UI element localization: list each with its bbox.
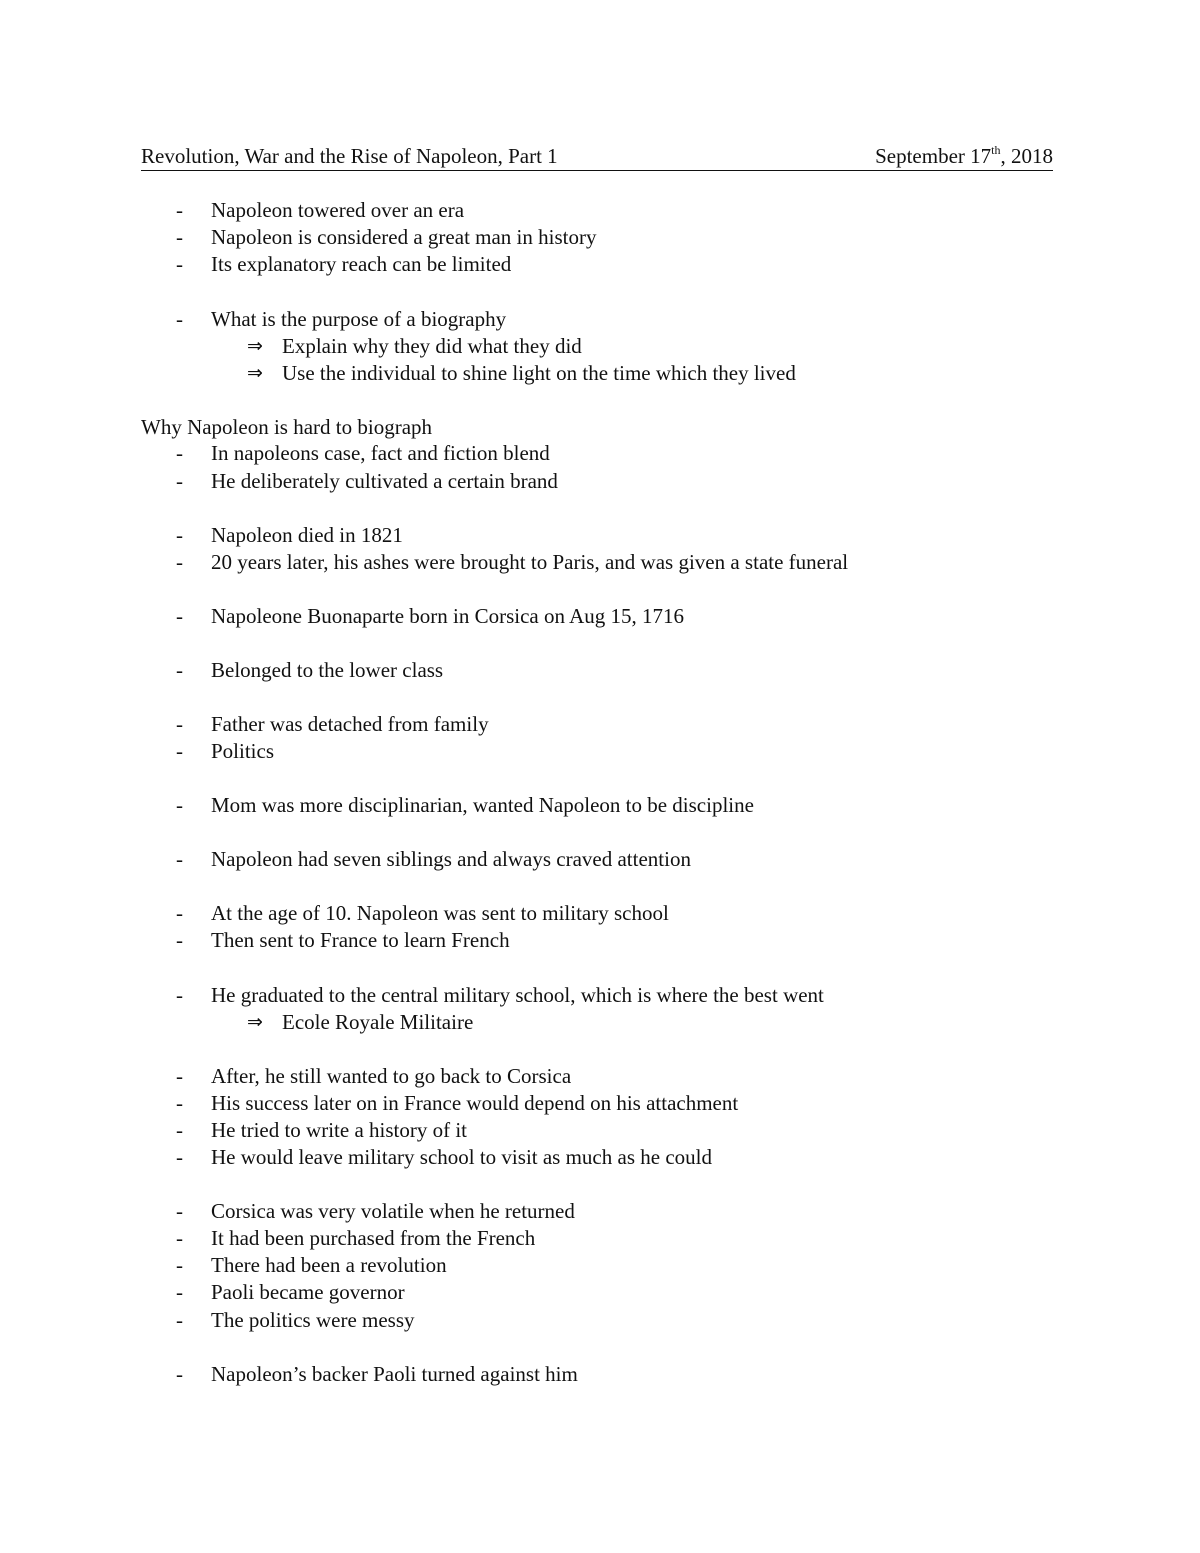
bullet-dash: - <box>176 847 183 871</box>
note-text: Napoleon died in 1821 <box>211 523 403 547</box>
bullet-dash: - <box>176 658 183 682</box>
page-header <box>141 142 1053 171</box>
note-text: Napoleon had seven siblings and always craved attention <box>211 847 691 871</box>
note-text: Father was detached from family <box>211 712 489 736</box>
note-text: He graduated to the central military school, which is where the best went <box>211 983 824 1007</box>
note-text: 20 years later, his ashes were brought to Paris, and was given a state funeral <box>211 550 849 574</box>
implies-arrow-icon: ⇒ <box>247 362 263 384</box>
bullet-dash: - <box>176 1226 183 1250</box>
note-text: His success later on in France would depend on his attachment <box>211 1091 739 1115</box>
document-date <box>875 142 1053 170</box>
note-text: Politics <box>211 739 275 763</box>
note-text: Napoleone Buonaparte born in Corsica on Aug 15, 1716 <box>211 604 684 628</box>
date-year: , 2018 <box>1000 144 1053 168</box>
date-month-day: September 17 <box>875 144 992 168</box>
note-text: After, he still wanted to go back to Corsica <box>211 1064 572 1088</box>
document-title: Revolution, War and the Rise of Napoleon, Part 1 <box>141 144 558 168</box>
section-heading: Why Napoleon is hard to biograph <box>141 415 433 439</box>
bullet-dash: - <box>176 1118 183 1142</box>
bullet-dash: - <box>176 523 183 547</box>
bullet-dash: - <box>176 928 183 952</box>
bullet-dash: - <box>176 307 183 331</box>
note-text: Paoli became governor <box>211 1280 405 1304</box>
note-text: Napoleon’s backer Paoli turned against him <box>211 1362 578 1386</box>
note-text: In napoleons case, fact and fiction blend <box>211 441 550 465</box>
bullet-dash: - <box>176 1145 183 1169</box>
note-text: The politics were messy <box>211 1308 415 1332</box>
date-ordinal-suffix: th <box>991 143 1001 157</box>
bullet-dash: - <box>176 901 183 925</box>
note-text: Napoleon is considered a great man in history <box>211 225 597 249</box>
note-text: What is the purpose of a biography <box>211 307 507 331</box>
bullet-dash: - <box>176 441 183 465</box>
sub-note-text: Use the individual to shine light on the time which they lived <box>282 361 796 385</box>
note-text: He would leave military school to visit as much as he could <box>211 1145 712 1169</box>
bullet-dash: - <box>176 712 183 736</box>
note-text: Then sent to France to learn French <box>211 928 510 952</box>
bullet-dash: - <box>176 469 183 493</box>
sub-note-text: Ecole Royale Militaire <box>282 1010 474 1034</box>
bullet-dash: - <box>176 793 183 817</box>
implies-arrow-icon: ⇒ <box>247 335 263 357</box>
bullet-dash: - <box>176 225 183 249</box>
bullet-dash: - <box>176 604 183 628</box>
note-text: He tried to write a history of it <box>211 1118 468 1142</box>
bullet-dash: - <box>176 550 183 574</box>
note-text: Mom was more disciplinarian, wanted Napoleon to be discipline <box>211 793 754 817</box>
bullet-dash: - <box>176 1199 183 1223</box>
bullet-dash: - <box>176 252 183 276</box>
note-text: It had been purchased from the French <box>211 1226 536 1250</box>
note-text: Belonged to the lower class <box>211 658 444 682</box>
bullet-dash: - <box>176 1091 183 1115</box>
sub-note-text: Explain why they did what they did <box>282 334 582 358</box>
note-text: Corsica was very volatile when he returned <box>211 1199 575 1223</box>
note-text: Napoleon towered over an era <box>211 198 465 222</box>
note-text: Its explanatory reach can be limited <box>211 252 512 276</box>
bullet-dash: - <box>176 983 183 1007</box>
bullet-dash: - <box>176 198 183 222</box>
bullet-dash: - <box>176 739 183 763</box>
bullet-dash: - <box>176 1064 183 1088</box>
bullet-dash: - <box>176 1362 183 1386</box>
implies-arrow-icon: ⇒ <box>247 1011 263 1033</box>
bullet-dash: - <box>176 1308 183 1332</box>
note-text: He deliberately cultivated a certain brand <box>211 469 558 493</box>
note-text: At the age of 10. Napoleon was sent to military school <box>211 901 669 925</box>
bullet-dash: - <box>176 1253 183 1277</box>
note-text: There had been a revolution <box>211 1253 447 1277</box>
bullet-dash: - <box>176 1280 183 1304</box>
